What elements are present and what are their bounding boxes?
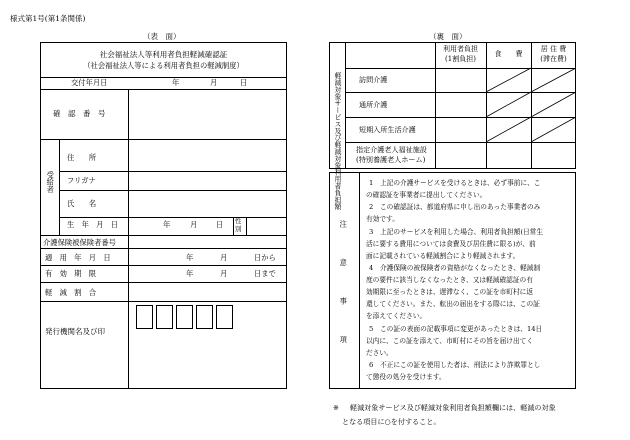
note-line: 1 上記の介護サービスを受けるときは、必ず事前に、こ [369, 179, 541, 187]
note-line: ださい。 [366, 349, 393, 357]
diagonal-marks [486, 68, 576, 169]
service-row-label: 通所介護 [359, 100, 388, 109]
note-line: 5 この証の表面の記載事項に変更があったときは、14日 [369, 325, 543, 333]
note-line: 4 介護保険の被保険者の資格がなくなったとき、軽減制 [369, 264, 541, 272]
issue-date-year: 年 [172, 78, 180, 87]
seal-box-1 [136, 305, 153, 329]
valid-label: 有 効 期 限 [45, 269, 97, 278]
col-housing: 居 住 費 [540, 45, 567, 53]
service-row-header: 軽減対象サービス及び軽減対象利用者負担額 [332, 72, 341, 210]
note-line: を添えてください。 [366, 312, 427, 320]
address-label: 住 所 [67, 153, 97, 162]
note-line: 効期限に至ったときは、遅滞なく、この証を市町村に返 [366, 288, 534, 296]
note-line: 活に要する費用については食費及び居住費に限る)が、前 [366, 240, 536, 248]
service-row-label: 短期入所生活介護 [359, 125, 416, 134]
col-housing-sub: (滞在費) [540, 55, 567, 63]
issue-date-month: 月 [210, 78, 218, 87]
note-line: 6 不正にこの証を使用した者は、刑法により詐欺罪とし [369, 361, 541, 369]
service-row-label: 訪問介護 [359, 75, 388, 84]
footnote-mark: ※ [333, 403, 339, 412]
seal-box-5 [216, 305, 233, 329]
birth-day: 日 [216, 220, 224, 229]
footnote-line1: 軽減対象サービス及び軽減対象利用者負担額欄には、軽減の対象 [350, 403, 556, 412]
birth-month: 月 [190, 220, 198, 229]
note-line: 度の要件に該当しなくなったとき、又は軽減確認証の有 [366, 276, 533, 284]
furigana-label: フリガナ [67, 176, 96, 185]
back-side-label: （裏 面） [429, 32, 467, 41]
seal-box-2 [156, 305, 173, 329]
issue-date-day: 日 [240, 78, 248, 87]
col-user-burden-sub: (1割負担) [445, 55, 476, 63]
confirmation-number-label: 確 認 番 号 [53, 109, 106, 118]
note-line: 3 上記のサービスを利用した場合、利用者負担額(日常生 [369, 228, 544, 236]
valid-month: 月 [220, 269, 228, 278]
note-line: て懲役の処分を受けます。 [366, 373, 446, 381]
birthdate-label: 生 年 月 日 [67, 220, 119, 229]
issuer-label: 発行機関名及び印 [45, 327, 105, 336]
apply-date-label: 適 用 年 月 日 [45, 253, 111, 262]
apply-year: 年 [186, 253, 194, 262]
front-card [40, 42, 287, 389]
valid-year: 年 [186, 269, 194, 278]
note-line: 以内に、この証を添えて、市町村にその旨を届け出てく [366, 337, 534, 345]
apply-month: 月 [220, 253, 228, 262]
birth-year: 年 [163, 220, 171, 229]
reduction-rate-label: 軽 減 割 合 [45, 288, 97, 297]
form-number: 様式第1号(第1条関係) [10, 14, 86, 23]
note-line: の確認証を事業者に提出してください。 [366, 191, 487, 199]
seal-box-4 [196, 305, 213, 329]
note-line: 2 この確認証は、都道府県に申し出のあった事業者のみ [369, 203, 541, 211]
recipient-label: 受給者 [46, 171, 56, 193]
sex-label: 性別 [235, 217, 242, 233]
note-line: 還してください。また、転出の届出をする際には、この証 [366, 300, 540, 308]
name-label: 氏 名 [67, 199, 97, 208]
note-line: 有効です。 [366, 215, 399, 223]
col-food: 食 費 [494, 50, 523, 58]
apply-from: 日から [254, 253, 276, 262]
col-user-burden: 利用者負担 [443, 45, 478, 53]
front-side-label: （表 面） [143, 32, 181, 41]
issue-date-label: 交付年月日 [71, 78, 108, 87]
notes-header: 注 意 事 項 [339, 220, 349, 356]
service-row-sub: (特別養護老人ホーム) [356, 155, 426, 164]
note-line: 面に記載されている軽減割合により軽減されます。 [366, 252, 520, 260]
footnote-line2: となる項目に○を付すること。 [342, 417, 441, 426]
valid-until: 日まで [254, 269, 276, 278]
seal-box-3 [176, 305, 193, 329]
front-title: 社会福祉法人等利用者負担軽減確認証 [99, 50, 228, 59]
insured-number-label: 介護保険被保険者番号 [43, 238, 116, 247]
service-row-label: 指定介護老人福祉施設 [356, 145, 427, 154]
front-subtitle: （社会福祉法人等による利用者負担の軽減制度） [83, 61, 244, 70]
